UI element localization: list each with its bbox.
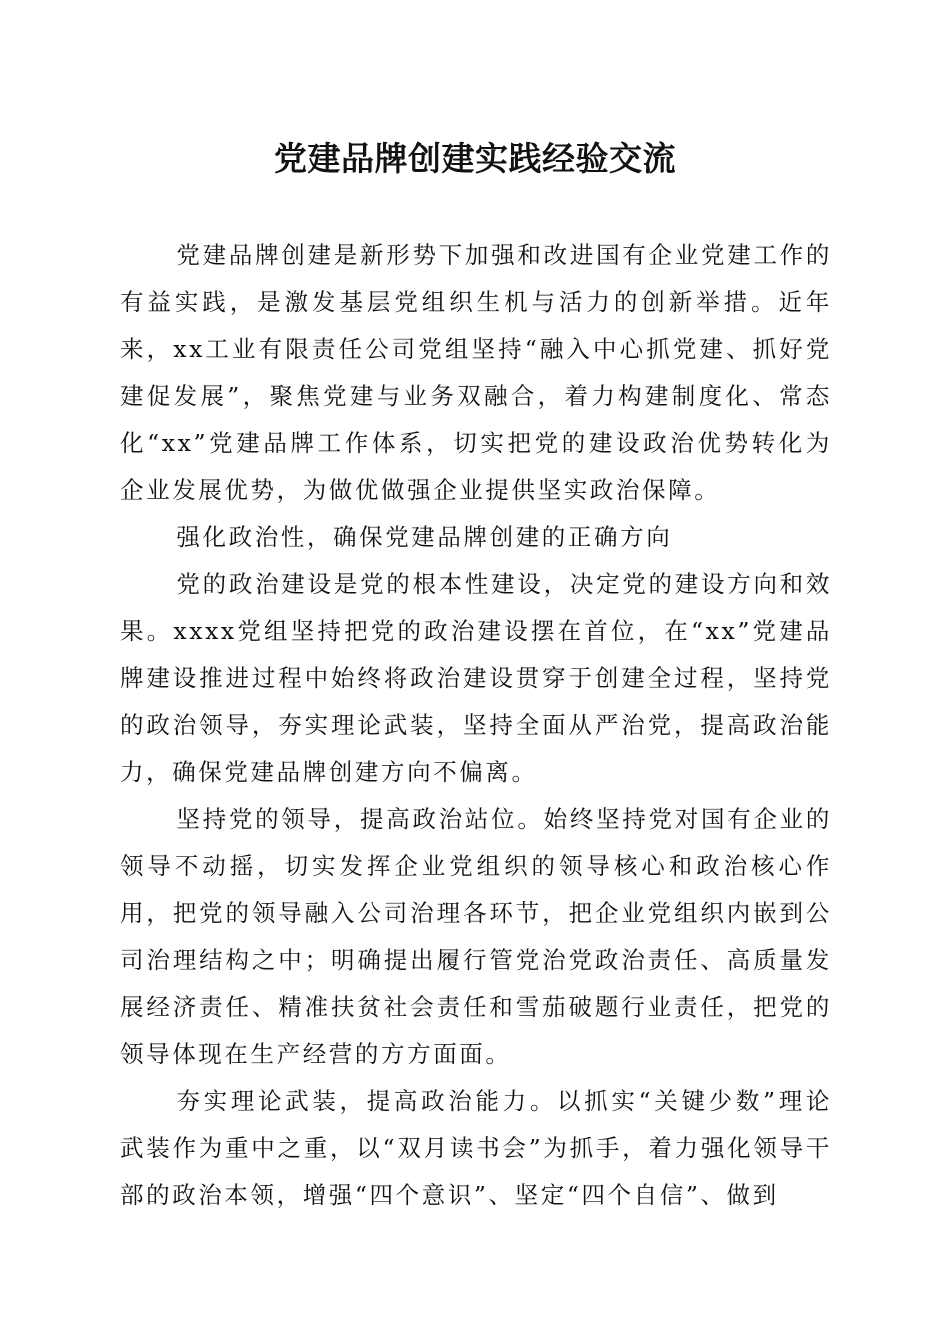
section-heading: 强化政治性，确保党建品牌创建的正确方向 bbox=[176, 523, 673, 551]
paragraph-intro: 党建品牌创建是新形势下加强和改进国有企业党建工作的有益实践，是激发基层党组织生机与活力的创新举措。近年来，xx工业有限责任公司党组坚持“融入中心抓党建、抓好党建促发展”，聚焦党建与业务双融合，着力构建制度化、常态化“xx”党建品牌工作体系，切实把党的建设政治优势转化为企业发展优势，为做优做强企业提供坚实政治保障。 bbox=[120, 241, 832, 504]
paragraph-theory-armament: 夯实理论武装，提高政治能力。以抓实“关键少数”理论武装作为重中之重，以“双月读书会”为抓手，着力强化领导干部的政治本领，增强“四个意识”、坚定“四个自信”、做到 bbox=[120, 1087, 832, 1209]
paragraph-political-building: 党的政治建设是党的根本性建设，决定党的建设方向和效果。xxxx党组坚持把党的政治建设摆在首位，在“xx”党建品牌建设推进过程中始终将政治建设贯穿于创建全过程，坚持党的政治领导，夯实理论武装，坚持全面从严治党，提高政治能力，确保党建品牌创建方向不偏离。 bbox=[120, 570, 832, 786]
document-title: 党建品牌创建实践经验交流 bbox=[274, 139, 676, 178]
document-body bbox=[120, 232, 832, 1219]
paragraph-party-leadership: 坚持党的领导，提高政治站位。始终坚持党对国有企业的领导不动摇，切实发挥企业党组织的领导核心和政治核心作用，把党的领导融入公司治理各环节，把企业党组织内嵌到公司治理结构之中；明确提出履行管党治党政治责任、高质量发展经济责任、精准扶贫社会责任和雪茄破题行业责任，把党的领导体现在生产经营的方方面面。 bbox=[120, 805, 832, 1068]
